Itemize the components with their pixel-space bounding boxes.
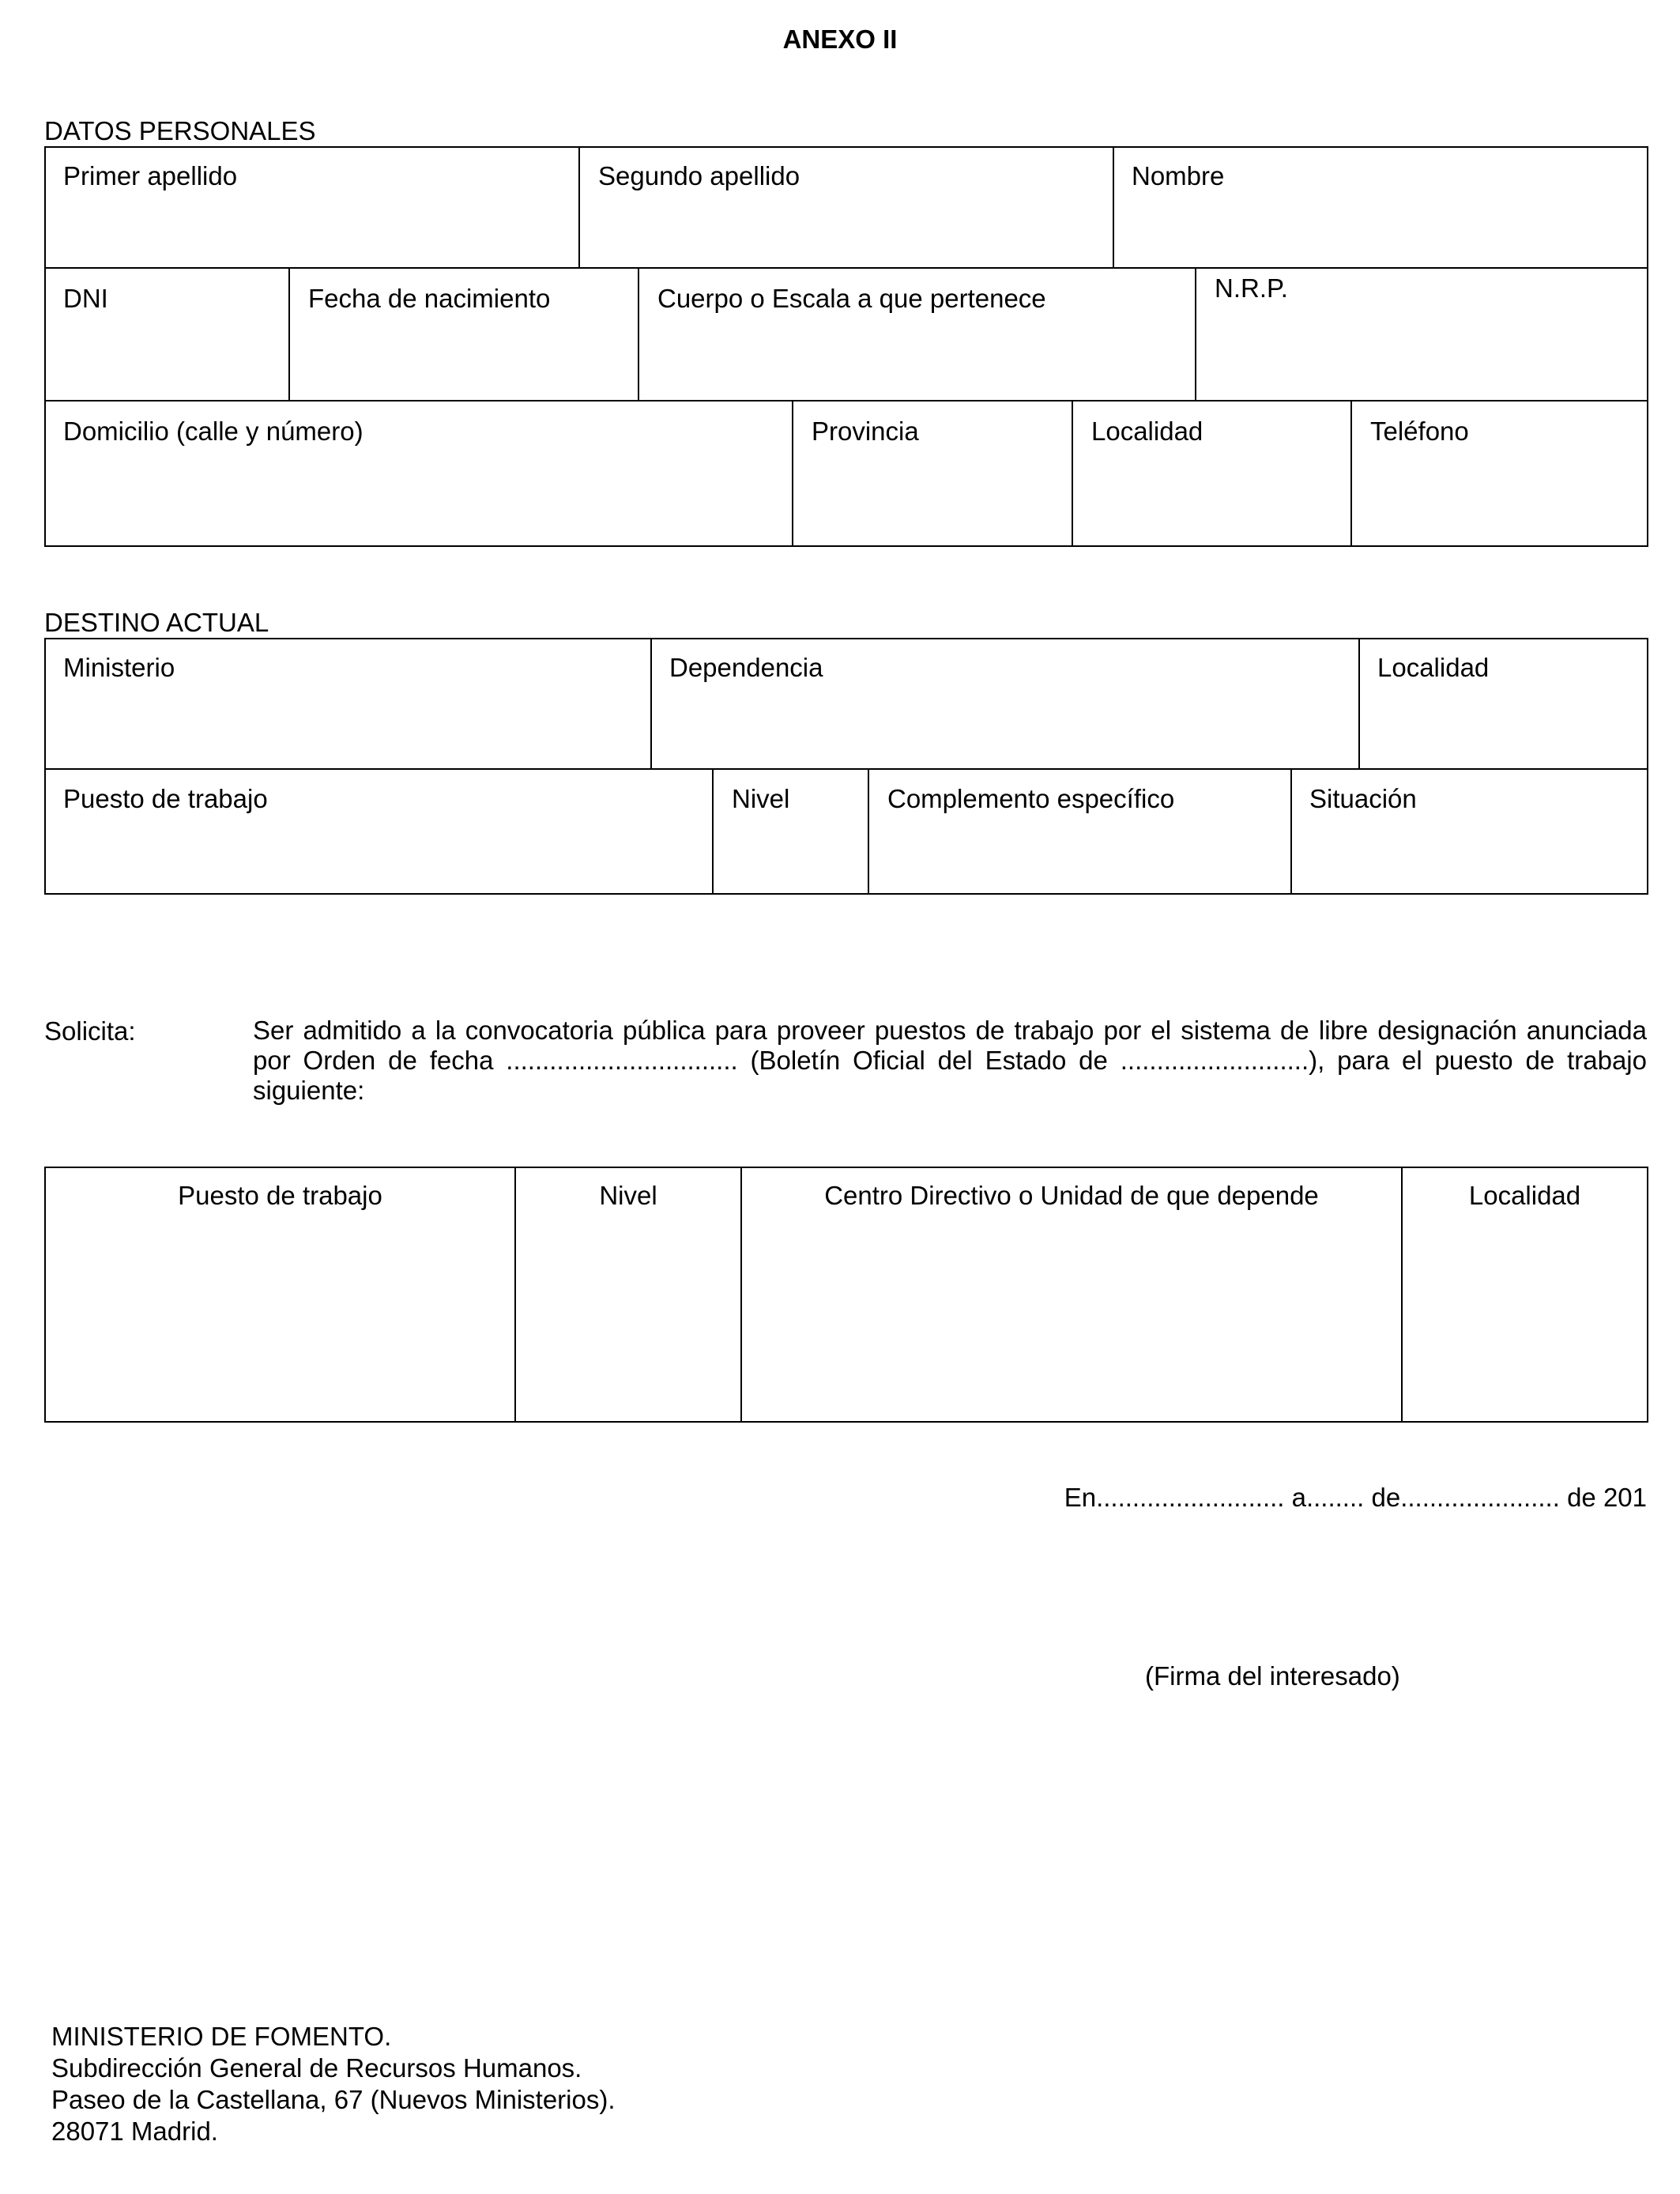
field-cuerpo-escala: Cuerpo o Escala a que pertenece [657, 284, 1046, 313]
field-nivel-actual: Nivel [732, 784, 790, 813]
signature-label: (Firma del interesado) [1145, 1661, 1400, 1691]
field-localidad-destino: Localidad [1377, 653, 1490, 682]
field-fecha-nacimiento: Fecha de nacimiento [308, 284, 551, 313]
footer-line-street: Paseo de la Castellana, 67 (Nuevos Ministerios). [51, 2085, 616, 2114]
field-dni: DNI [63, 284, 108, 313]
field-telefono: Teléfono [1370, 417, 1469, 446]
field-nombre: Nombre [1132, 161, 1225, 190]
field-segundo-apellido: Segundo apellido [598, 161, 800, 190]
field-primer-apellido: Primer apellido [63, 161, 238, 190]
page-title: ANEXO II [782, 25, 898, 54]
field-puesto-actual: Puesto de trabajo [63, 784, 268, 813]
field-ministerio: Ministerio [63, 653, 175, 682]
header-localidad: Localidad [1468, 1181, 1581, 1210]
field-localidad-personal: Localidad [1091, 417, 1203, 446]
request-label: Solicita: [44, 1016, 136, 1046]
footer-line-city: 28071 Madrid. [51, 2117, 218, 2146]
header-centro-directivo: Centro Directivo o Unidad de que depende [824, 1181, 1319, 1210]
current-post-heading: DESTINO ACTUAL [44, 608, 269, 637]
date-line: En.......................... a........ de...................... de 201 [1064, 1483, 1647, 1512]
field-complemento: Complemento específico [887, 784, 1175, 813]
field-dependencia: Dependencia [669, 653, 823, 682]
header-puesto-trabajo: Puesto de trabajo [178, 1181, 382, 1210]
field-situacion: Situación [1309, 784, 1417, 813]
footer-line-subdirection: Subdirección General de Recursos Humanos. [51, 2053, 582, 2083]
field-nrp: N.R.P. [1215, 273, 1288, 303]
footer-line-ministry: MINISTERIO DE FOMENTO. [51, 2022, 392, 2051]
request-text: Ser admitido a la convocatoria pública para proveer puestos de trabajo por el sistema de libre designación anunciada por Orden de fecha ................................ (Boletín Oficial del Estado de ..........................), para el puesto de trabajo siguiente: [253, 1016, 1647, 1105]
footer-address [51, 2021, 616, 2147]
field-domicilio: Domicilio (calle y número) [63, 417, 363, 446]
header-nivel: Nivel [599, 1181, 657, 1210]
field-provincia: Provincia [812, 417, 919, 446]
personal-data-heading: DATOS PERSONALES [44, 116, 316, 145]
